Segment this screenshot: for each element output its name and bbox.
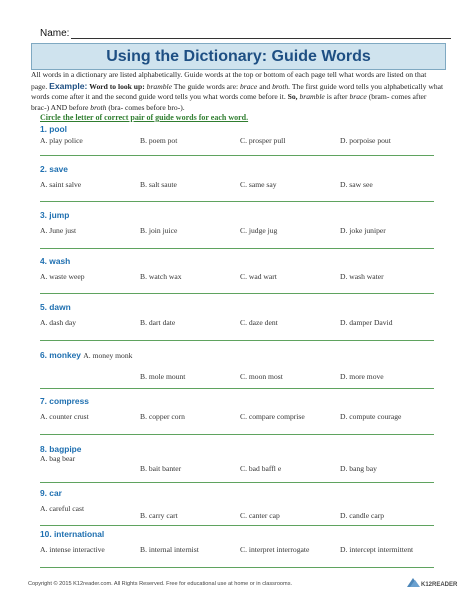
divider: [40, 248, 434, 249]
option-b[interactable]: B. dart date: [140, 318, 176, 327]
divider: [40, 155, 434, 156]
divider: [40, 482, 434, 483]
name-blank: [71, 29, 451, 39]
instruction: Circle the letter of correct pair of guide words for each word.: [40, 113, 249, 122]
option-row: [40, 412, 434, 424]
option-d[interactable]: D. wash water: [340, 272, 384, 281]
question-2: [40, 164, 434, 189]
option-a[interactable]: A. play police: [40, 136, 83, 145]
question-word: 7. compress: [40, 396, 89, 406]
option-row: [40, 136, 434, 148]
option-b[interactable]: B. bait banter: [140, 464, 182, 473]
option-c[interactable]: C. interpret interrogate: [240, 545, 310, 554]
divider: [40, 567, 434, 568]
option-row: [40, 372, 434, 384]
option-row: [40, 545, 434, 557]
question-8: [40, 444, 434, 473]
option-c[interactable]: C. same say: [240, 180, 277, 189]
option-d[interactable]: D. compute courage: [340, 412, 402, 421]
guide-word-2: broth.: [272, 81, 291, 91]
option-row: [40, 226, 434, 238]
option-d[interactable]: D. saw see: [340, 180, 373, 189]
question-3: [40, 210, 434, 235]
question-9: [40, 488, 434, 520]
so-label: So,: [287, 92, 298, 101]
option-b[interactable]: B. join juice: [140, 226, 178, 235]
option-a[interactable]: A. money monk: [83, 351, 133, 360]
question-word-text: 6. monkey: [40, 350, 81, 360]
intro-text-1: All words in a dictionary are listed alphabetically. Guide words at the top or bottom of each page tell what words are listed on that page.: [31, 70, 427, 91]
option-d[interactable]: D. candle carp: [340, 511, 385, 520]
question-word: 10. international: [40, 529, 105, 539]
so-mid2: (bram- comes after brac-) AND before: [31, 92, 427, 112]
option-d[interactable]: D. intercept intermittent: [340, 545, 414, 554]
divider: [40, 201, 434, 202]
option-d[interactable]: D. more move: [340, 372, 384, 381]
option-row: [40, 464, 434, 476]
option-c[interactable]: C. compare comprise: [240, 412, 305, 421]
option-c[interactable]: C. bad baffl e: [240, 464, 282, 473]
intro-text-2: The first guide word tells you alphabetically what words come after it and the second guide word tells you what words come before it.: [31, 81, 444, 101]
option-a[interactable]: A. waste weep: [40, 272, 85, 281]
option-c[interactable]: C. judge jug: [240, 226, 278, 235]
so-after: brace: [349, 92, 367, 101]
and-text: and: [259, 81, 271, 91]
option-c[interactable]: C. canter cap: [240, 511, 280, 520]
divider: [40, 340, 434, 341]
option-row: [40, 272, 434, 284]
question-10: [40, 529, 434, 554]
intro-paragraph: [31, 70, 444, 113]
option-a[interactable]: A. intense interactive: [40, 545, 105, 554]
option-row: [40, 511, 434, 523]
question-word: 5. dawn: [40, 302, 71, 312]
option-row: [40, 318, 434, 330]
question-6: [40, 350, 434, 381]
option-a[interactable]: A. dash day: [40, 318, 77, 327]
option-a[interactable]: A. careful cast: [40, 504, 85, 513]
so-mid: is after: [326, 92, 348, 101]
name-field: [40, 28, 451, 39]
question-4: [40, 256, 434, 281]
example-word: bramble: [146, 81, 172, 91]
question-word: 8. bagpipe: [40, 444, 82, 454]
question-word: [40, 350, 434, 360]
option-b[interactable]: B. internal internist: [140, 545, 199, 554]
option-b[interactable]: B. copper corn: [140, 412, 185, 421]
question-word: 4. wash: [40, 256, 71, 266]
option-a[interactable]: A. counter crust: [40, 412, 89, 421]
question-1: [40, 124, 434, 145]
so-before: broth: [90, 102, 107, 112]
divider: [40, 293, 434, 294]
copyright-footer: Copyright © 2015 K12reader.com. All Rights Reserved. Free for educational use at home or in classrooms.: [28, 581, 293, 587]
option-c[interactable]: C. prosper pull: [240, 136, 286, 145]
option-d[interactable]: D. bang bay: [340, 464, 377, 473]
option-b[interactable]: B. watch wax: [140, 272, 182, 281]
question-word: 3. jump: [40, 210, 70, 220]
so-word: bramble: [299, 92, 325, 101]
option-c[interactable]: C. daze dent: [240, 318, 278, 327]
option-b[interactable]: B. carry cart: [140, 511, 178, 520]
option-a[interactable]: A. June just: [40, 226, 77, 235]
option-row: [40, 180, 434, 192]
option-a[interactable]: A. saint salve: [40, 180, 82, 189]
guide-words-text: The guide words are:: [173, 81, 239, 91]
svg-text:K12READER: K12READER: [421, 582, 458, 588]
word-lookup-label: Word to look up:: [89, 81, 145, 91]
question-word: 2. save: [40, 164, 68, 174]
worksheet-title: Using the Dictionary: Guide Words: [31, 43, 446, 70]
question-word: 9. car: [40, 488, 62, 498]
question-word: 1. pool: [40, 124, 67, 134]
divider: [40, 434, 434, 435]
example-label: Example:: [49, 80, 88, 91]
option-b[interactable]: B. salt saute: [140, 180, 177, 189]
option-b[interactable]: B. poem pot: [140, 136, 178, 145]
so-end: (bra- comes before bro-).: [108, 102, 185, 112]
option-d[interactable]: D. joke juniper: [340, 226, 386, 235]
guide-word-1: brace: [239, 81, 258, 91]
question-5: [40, 302, 434, 327]
question-7: [40, 396, 434, 421]
k12reader-logo: [405, 575, 458, 590]
option-d[interactable]: D. damper David: [340, 318, 393, 327]
option-b[interactable]: B. mole mount: [140, 372, 186, 381]
option-a[interactable]: A. bag bear: [40, 454, 76, 463]
divider: [40, 525, 434, 526]
divider: [40, 388, 434, 389]
option-c[interactable]: C. moon most: [240, 372, 283, 381]
option-d[interactable]: D. porpoise pout: [340, 136, 391, 145]
option-c[interactable]: C. wad wart: [240, 272, 277, 281]
name-label: Name:: [40, 28, 70, 39]
